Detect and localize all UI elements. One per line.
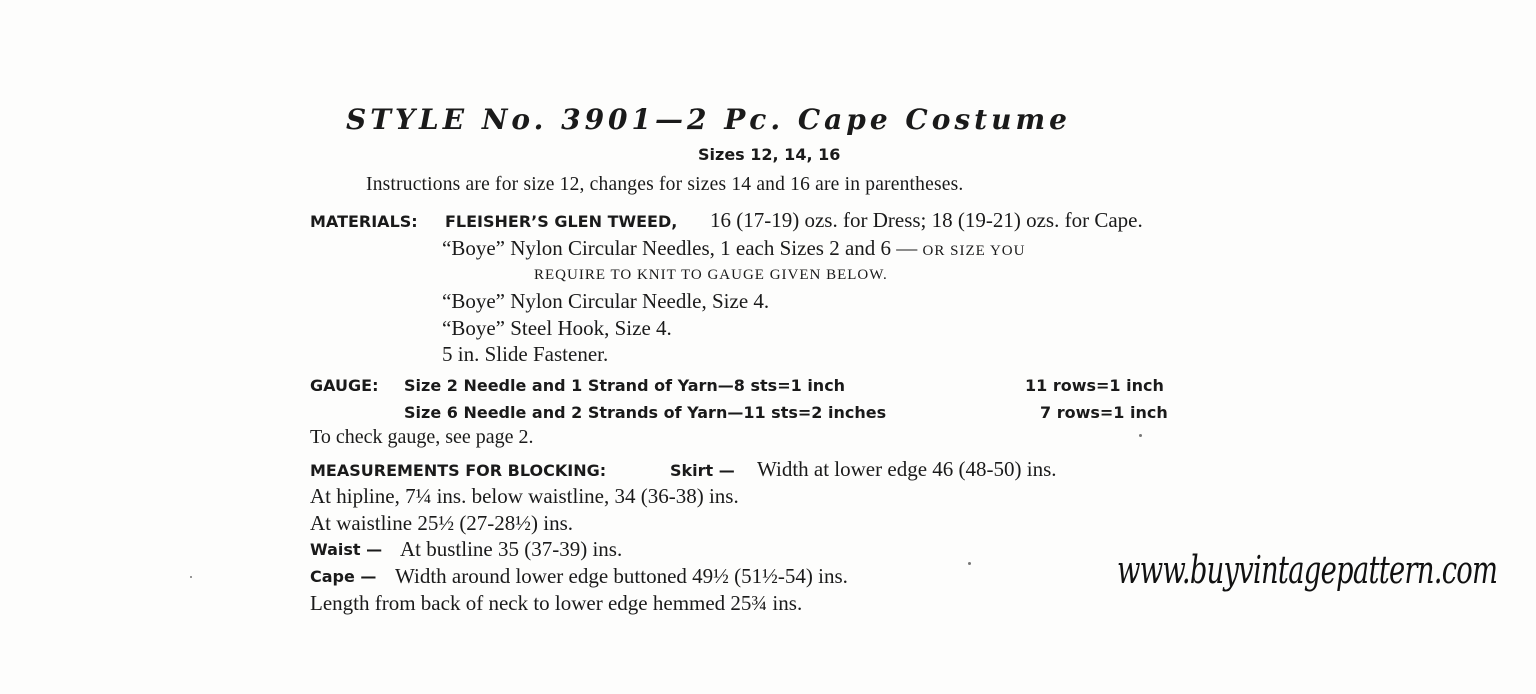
skirt-label: Skirt — — [670, 461, 735, 480]
needles-gauge-note: REQUIRE TO KNIT TO GAUGE GIVEN BELOW. — [534, 267, 888, 283]
slide-fastener: 5 in. Slide Fastener. — [442, 342, 609, 366]
gauge-rows-1: 11 rows=1 inch — [1025, 376, 1164, 395]
yarn-quantity: 16 (17-19) ozs. for Dress; 18 (19-21) ozs. for Cape. — [710, 208, 1143, 232]
website-watermark: www.buyvintagepattern.com — [1117, 548, 1498, 592]
cape-label: Cape — — [310, 567, 377, 586]
pattern-title: STYLE No. 3901—2 Pc. Cape Costume — [346, 103, 1071, 136]
waistline: At waistline 25½ (27-28½) ins. — [310, 511, 574, 535]
print-speck — [190, 576, 192, 578]
gauge-line-1: Size 2 Needle and 1 Strand of Yarn—8 sts=1 inch — [404, 376, 846, 395]
needles-line — [442, 236, 1025, 261]
needles-text: “Boye” Nylon Circular Needles, 1 each Sizes 2 and 6 — — [442, 236, 918, 260]
cape-width: Width around lower edge buttoned 49½ (51½-54) ins. — [395, 564, 848, 588]
sizes-line: Sizes 12, 14, 16 — [698, 145, 841, 164]
cape-length: Length from back of neck to lower edge hemmed 25¾ ins. — [310, 591, 803, 615]
measurements-label: MEASUREMENTS FOR BLOCKING: — [310, 461, 607, 480]
needles-caps: OR SIZE YOU — [922, 243, 1026, 259]
hipline: At hipline, 7¼ ins. below waistline, 34 (36-38) ins. — [310, 484, 739, 508]
print-speck — [1139, 434, 1142, 437]
waist-bustline: At bustline 35 (37-39) ins. — [400, 537, 623, 561]
gauge-check: To check gauge, see page 2. — [310, 426, 534, 448]
steel-hook: “Boye” Steel Hook, Size 4. — [442, 316, 672, 340]
instructions-note: Instructions are for size 12, changes for sizes 14 and 16 are in parentheses. — [366, 174, 964, 195]
waist-label: Waist — — [310, 540, 383, 559]
skirt-width: Width at lower edge 46 (48-50) ins. — [757, 457, 1057, 481]
gauge-rows-2: 7 rows=1 inch — [1040, 403, 1168, 422]
print-speck — [968, 562, 971, 565]
gauge-line-2: Size 6 Needle and 2 Strands of Yarn—11 sts=2 inches — [404, 403, 887, 422]
gauge-label: GAUGE: — [310, 376, 379, 395]
materials-label: MATERIALS: — [310, 212, 418, 231]
yarn-name: FLEISHER’S GLEN TWEED, — [445, 212, 678, 231]
needle-size-4: “Boye” Nylon Circular Needle, Size 4. — [442, 289, 770, 313]
